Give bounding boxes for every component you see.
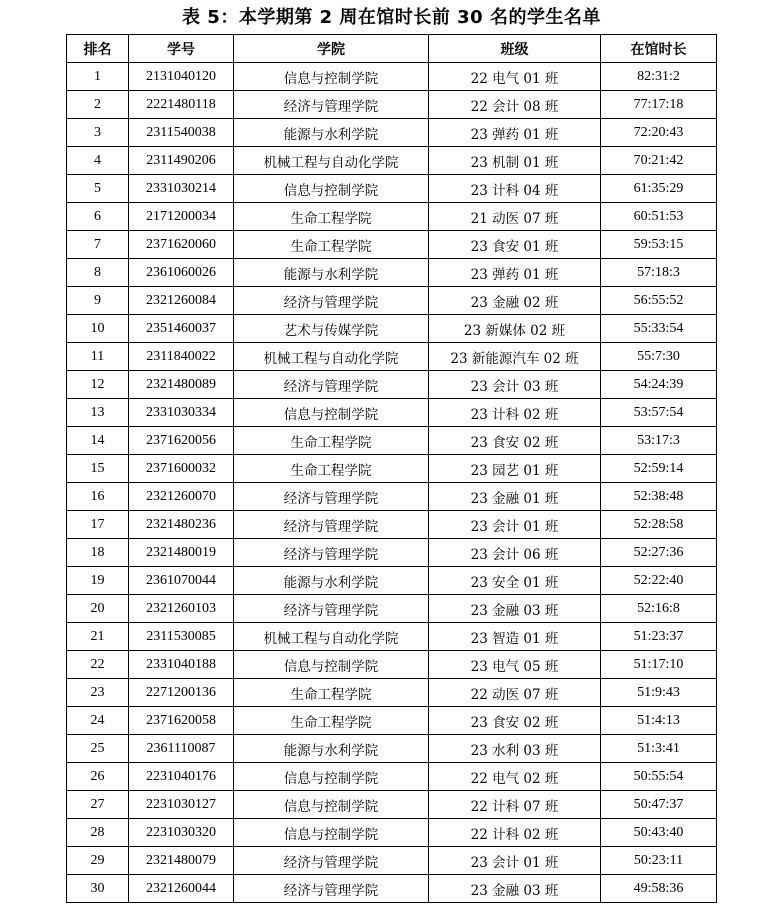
cell-library-time: 50:55:54	[601, 763, 717, 791]
table-header-row	[67, 35, 717, 63]
cell-student-id: 2321260070	[129, 483, 234, 511]
cell-library-time: 51:4:13	[601, 707, 717, 735]
cell-student-id: 2371620060	[129, 231, 234, 259]
cell-library-time: 70:21:42	[601, 147, 717, 175]
cell-student-id: 2321260044	[129, 875, 234, 903]
cell-student-id: 2361110087	[129, 735, 234, 763]
table-row	[67, 567, 717, 595]
cell-rank: 20	[67, 595, 129, 623]
cell-student-id: 2371600032	[129, 455, 234, 483]
cell-college: 经济与管理学院	[234, 287, 429, 315]
table-row	[67, 847, 717, 875]
cell-rank: 22	[67, 651, 129, 679]
cell-class: 23 智造 01 班	[429, 623, 601, 651]
header-library-time: 在馆时长	[601, 35, 717, 63]
cell-college: 能源与水利学院	[234, 259, 429, 287]
cell-college: 能源与水利学院	[234, 119, 429, 147]
cell-student-id: 2351460037	[129, 315, 234, 343]
cell-rank: 24	[67, 707, 129, 735]
cell-college: 经济与管理学院	[234, 539, 429, 567]
cell-class: 21 动医 07 班	[429, 203, 601, 231]
cell-class: 23 金融 02 班	[429, 287, 601, 315]
table-row	[67, 595, 717, 623]
cell-library-time: 49:58:36	[601, 875, 717, 903]
cell-student-id: 2311540038	[129, 119, 234, 147]
cell-library-time: 57:18:3	[601, 259, 717, 287]
header-class: 班级	[429, 35, 601, 63]
cell-college: 经济与管理学院	[234, 483, 429, 511]
table-row	[67, 371, 717, 399]
cell-college: 经济与管理学院	[234, 91, 429, 119]
cell-student-id: 2331040188	[129, 651, 234, 679]
table-row	[67, 819, 717, 847]
table-row	[67, 399, 717, 427]
table-row	[67, 539, 717, 567]
cell-class: 23 机制 01 班	[429, 147, 601, 175]
cell-class: 23 园艺 01 班	[429, 455, 601, 483]
cell-rank: 7	[67, 231, 129, 259]
table-row	[67, 455, 717, 483]
cell-college: 生命工程学院	[234, 455, 429, 483]
cell-rank: 16	[67, 483, 129, 511]
cell-rank: 4	[67, 147, 129, 175]
table-row	[67, 875, 717, 903]
cell-student-id: 2331030214	[129, 175, 234, 203]
table-row	[67, 483, 717, 511]
cell-library-time: 50:43:40	[601, 819, 717, 847]
cell-library-time: 55:7:30	[601, 343, 717, 371]
cell-student-id: 2231040176	[129, 763, 234, 791]
cell-class: 23 计科 04 班	[429, 175, 601, 203]
cell-student-id: 2321260084	[129, 287, 234, 315]
cell-rank: 2	[67, 91, 129, 119]
cell-library-time: 55:33:54	[601, 315, 717, 343]
cell-class: 23 会计 01 班	[429, 847, 601, 875]
table-row	[67, 315, 717, 343]
cell-rank: 9	[67, 287, 129, 315]
table-row	[67, 511, 717, 539]
cell-rank: 6	[67, 203, 129, 231]
cell-class: 23 食安 02 班	[429, 427, 601, 455]
cell-library-time: 51:17:10	[601, 651, 717, 679]
cell-library-time: 52:38:48	[601, 483, 717, 511]
cell-library-time: 82:31:2	[601, 63, 717, 91]
table-row	[67, 63, 717, 91]
table-title: 表 5：本学期第 2 周在馆时长前 30 名的学生名单	[182, 7, 601, 28]
table-row	[67, 287, 717, 315]
cell-college: 生命工程学院	[234, 231, 429, 259]
table-row	[67, 707, 717, 735]
cell-student-id: 2361070044	[129, 567, 234, 595]
cell-class: 22 电气 02 班	[429, 763, 601, 791]
cell-college: 信息与控制学院	[234, 63, 429, 91]
cell-student-id: 2311840022	[129, 343, 234, 371]
cell-rank: 3	[67, 119, 129, 147]
cell-class: 22 计科 02 班	[429, 819, 601, 847]
cell-college: 能源与水利学院	[234, 567, 429, 595]
cell-library-time: 51:9:43	[601, 679, 717, 707]
cell-student-id: 2321480089	[129, 371, 234, 399]
cell-library-time: 52:27:36	[601, 539, 717, 567]
cell-college: 生命工程学院	[234, 427, 429, 455]
table-row	[67, 735, 717, 763]
table-row	[67, 791, 717, 819]
cell-college: 经济与管理学院	[234, 875, 429, 903]
cell-library-time: 56:55:52	[601, 287, 717, 315]
cell-rank: 13	[67, 399, 129, 427]
cell-college: 机械工程与自动化学院	[234, 623, 429, 651]
cell-student-id: 2331030334	[129, 399, 234, 427]
cell-library-time: 51:23:37	[601, 623, 717, 651]
cell-library-time: 54:24:39	[601, 371, 717, 399]
cell-rank: 19	[67, 567, 129, 595]
table-row	[67, 231, 717, 259]
cell-class: 23 水利 03 班	[429, 735, 601, 763]
table-row	[67, 91, 717, 119]
cell-library-time: 60:51:53	[601, 203, 717, 231]
cell-student-id: 2231030127	[129, 791, 234, 819]
cell-college: 机械工程与自动化学院	[234, 147, 429, 175]
cell-library-time: 53:57:54	[601, 399, 717, 427]
cell-class: 23 弹药 01 班	[429, 259, 601, 287]
cell-student-id: 2361060026	[129, 259, 234, 287]
cell-rank: 14	[67, 427, 129, 455]
table-row	[67, 203, 717, 231]
cell-rank: 29	[67, 847, 129, 875]
cell-class: 22 电气 01 班	[429, 63, 601, 91]
cell-student-id: 2371620056	[129, 427, 234, 455]
cell-class: 23 安全 01 班	[429, 567, 601, 595]
cell-library-time: 52:22:40	[601, 567, 717, 595]
cell-college: 信息与控制学院	[234, 763, 429, 791]
cell-rank: 21	[67, 623, 129, 651]
cell-library-time: 72:20:43	[601, 119, 717, 147]
cell-library-time: 51:3:41	[601, 735, 717, 763]
table-row	[67, 651, 717, 679]
cell-college: 经济与管理学院	[234, 595, 429, 623]
cell-class: 23 新媒体 02 班	[429, 315, 601, 343]
student-ranking-table	[66, 34, 717, 903]
cell-rank: 23	[67, 679, 129, 707]
table-row	[67, 147, 717, 175]
cell-library-time: 50:47:37	[601, 791, 717, 819]
cell-class: 22 动医 07 班	[429, 679, 601, 707]
cell-class: 23 食安 02 班	[429, 707, 601, 735]
cell-class: 23 金融 03 班	[429, 875, 601, 903]
cell-student-id: 2171200034	[129, 203, 234, 231]
cell-library-time: 52:16:8	[601, 595, 717, 623]
cell-rank: 28	[67, 819, 129, 847]
header-rank: 排名	[67, 35, 129, 63]
header-student-id: 学号	[129, 35, 234, 63]
cell-college: 经济与管理学院	[234, 511, 429, 539]
cell-college: 信息与控制学院	[234, 175, 429, 203]
cell-class: 23 金融 03 班	[429, 595, 601, 623]
cell-class: 23 金融 01 班	[429, 483, 601, 511]
cell-college: 经济与管理学院	[234, 847, 429, 875]
cell-college: 信息与控制学院	[234, 791, 429, 819]
cell-college: 机械工程与自动化学院	[234, 343, 429, 371]
table-row	[67, 623, 717, 651]
table-row	[67, 259, 717, 287]
cell-rank: 27	[67, 791, 129, 819]
cell-rank: 10	[67, 315, 129, 343]
cell-rank: 8	[67, 259, 129, 287]
cell-class: 23 电气 05 班	[429, 651, 601, 679]
cell-class: 22 计科 07 班	[429, 791, 601, 819]
cell-class: 23 会计 03 班	[429, 371, 601, 399]
cell-student-id: 2271200136	[129, 679, 234, 707]
cell-student-id: 2321480079	[129, 847, 234, 875]
cell-college: 能源与水利学院	[234, 735, 429, 763]
cell-student-id: 2321480236	[129, 511, 234, 539]
cell-rank: 18	[67, 539, 129, 567]
cell-student-id: 2321260103	[129, 595, 234, 623]
cell-college: 生命工程学院	[234, 679, 429, 707]
table-row	[67, 175, 717, 203]
cell-rank: 12	[67, 371, 129, 399]
cell-class: 23 计科 02 班	[429, 399, 601, 427]
cell-class: 22 会计 08 班	[429, 91, 601, 119]
cell-college: 生命工程学院	[234, 707, 429, 735]
cell-rank: 25	[67, 735, 129, 763]
cell-student-id: 2311530085	[129, 623, 234, 651]
cell-library-time: 77:17:18	[601, 91, 717, 119]
cell-library-time: 61:35:29	[601, 175, 717, 203]
cell-rank: 26	[67, 763, 129, 791]
cell-class: 23 新能源汽车 02 班	[429, 343, 601, 371]
cell-student-id: 2131040120	[129, 63, 234, 91]
cell-library-time: 52:59:14	[601, 455, 717, 483]
cell-library-time: 52:28:58	[601, 511, 717, 539]
cell-student-id: 2321480019	[129, 539, 234, 567]
table-row	[67, 119, 717, 147]
cell-college: 艺术与传媒学院	[234, 315, 429, 343]
cell-rank: 5	[67, 175, 129, 203]
cell-college: 生命工程学院	[234, 203, 429, 231]
cell-class: 23 会计 06 班	[429, 539, 601, 567]
table-row	[67, 427, 717, 455]
cell-college: 信息与控制学院	[234, 399, 429, 427]
cell-class: 23 食安 01 班	[429, 231, 601, 259]
cell-class: 23 会计 01 班	[429, 511, 601, 539]
cell-rank: 17	[67, 511, 129, 539]
table-row	[67, 763, 717, 791]
cell-class: 23 弹药 01 班	[429, 119, 601, 147]
cell-student-id: 2311490206	[129, 147, 234, 175]
cell-rank: 1	[67, 63, 129, 91]
cell-student-id: 2231030320	[129, 819, 234, 847]
header-college: 学院	[234, 35, 429, 63]
cell-college: 信息与控制学院	[234, 819, 429, 847]
cell-library-time: 53:17:3	[601, 427, 717, 455]
table-row	[67, 343, 717, 371]
cell-student-id: 2221480118	[129, 91, 234, 119]
cell-library-time: 50:23:11	[601, 847, 717, 875]
table-body	[67, 63, 717, 903]
table-row	[67, 679, 717, 707]
cell-rank: 15	[67, 455, 129, 483]
cell-rank: 11	[67, 343, 129, 371]
cell-college: 信息与控制学院	[234, 651, 429, 679]
cell-library-time: 59:53:15	[601, 231, 717, 259]
cell-rank: 30	[67, 875, 129, 903]
cell-college: 经济与管理学院	[234, 371, 429, 399]
cell-student-id: 2371620058	[129, 707, 234, 735]
